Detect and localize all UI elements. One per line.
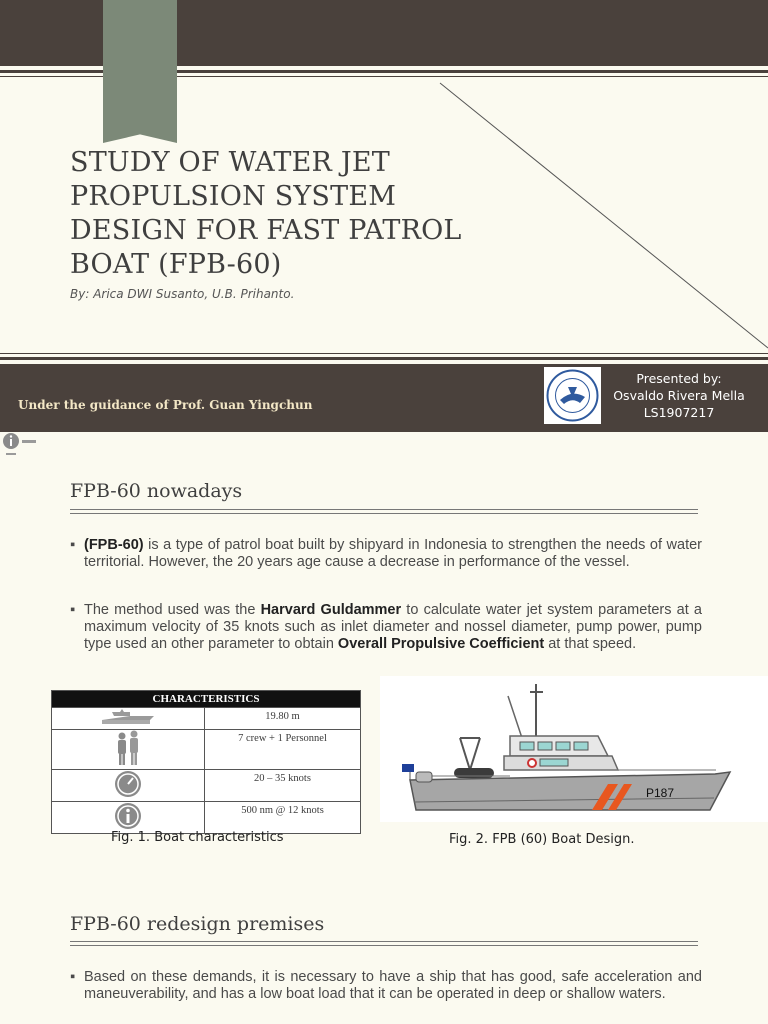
boat-icon — [52, 708, 205, 730]
figure-1-caption: Fig. 1. Boat characteristics — [111, 830, 284, 845]
table-header: CHARACTERISTICS — [52, 691, 361, 708]
guidance-text: Under the guidance of Prof. Guan Yingchun — [18, 398, 313, 412]
section-heading-nowadays: FPB-60 nowadays — [70, 480, 243, 502]
characteristics-table — [51, 690, 361, 834]
table-row — [52, 708, 361, 730]
bullet-text: is a type of patrol boat built by shipyard in Indonesia to strengthen the needs of water territorial. However, the 20 years age cause a decrease in performance of the vessel. — [84, 537, 702, 570]
page-title: STUDY OF WATER JET PROPULSION SYSTEM DESIGN FOR FAST PATROL BOAT (FPB-60) — [70, 147, 462, 280]
boat-design-image — [380, 676, 768, 822]
bullet-redesign-premises — [70, 969, 702, 1003]
band-divider-thin — [0, 353, 768, 354]
people-icon — [52, 730, 205, 770]
bullet-marker: ▪ — [70, 969, 76, 985]
bullet-text: at that speed. — [544, 636, 637, 652]
table-row — [52, 770, 361, 802]
table-cell: 7 crew + 1 Personnel — [205, 730, 361, 770]
speedometer-icon — [52, 770, 205, 802]
section-rule — [70, 945, 698, 946]
presenter-name: Osvaldo Rivera Mella — [613, 388, 745, 403]
section-rule — [70, 513, 698, 514]
hull-number: P187 — [646, 786, 675, 800]
bullet-marker: ▪ — [70, 537, 76, 553]
band-divider — [0, 357, 768, 360]
bold-term: Harvard Guldammer — [260, 602, 402, 618]
figure-2-caption: Fig. 2. FPB (60) Boat Design. — [449, 832, 635, 847]
section-rule — [70, 941, 698, 942]
bold-term: (FPB-60) — [84, 537, 144, 553]
table-row — [52, 802, 361, 834]
bullet-marker: ▪ — [70, 602, 76, 618]
bullet-text: The method used was the — [84, 602, 261, 618]
info-icon — [52, 802, 205, 834]
bullet-method — [70, 602, 702, 653]
table-cell: 19.80 m — [205, 708, 361, 730]
bullet-text: to calculate water jet system parameters at a maximum velocity of 35 knots such as inlet diameter and nossel diameter, pump power, pump type used an other parameter to obtain — [84, 602, 702, 652]
table-row — [52, 730, 361, 770]
section-heading-redesign: FPB-60 redesign premises — [70, 913, 325, 935]
university-logo — [544, 367, 601, 424]
presenter-label: Presented by: — [636, 371, 722, 386]
bullet-text: Based on these demands, it is necessary to have a ship that has good, safe acceleration and maneuverability, and has a low boat load that it can be operated in deep or shallow waters. — [84, 969, 702, 1002]
presenter-block — [606, 370, 752, 421]
authors: By: Arica DWI Susanto, U.B. Prihanto. — [70, 287, 295, 301]
table-cell: 20 – 35 knots — [205, 770, 361, 802]
info-speaker-icon — [2, 432, 38, 460]
section-rule — [70, 509, 698, 510]
presenter-id: LS1907217 — [643, 405, 715, 420]
bullet-fpb60-description — [70, 537, 702, 571]
table-cell: 500 nm @ 12 knots — [205, 802, 361, 834]
bold-term: Overall Propulsive Coefficient — [337, 636, 545, 652]
